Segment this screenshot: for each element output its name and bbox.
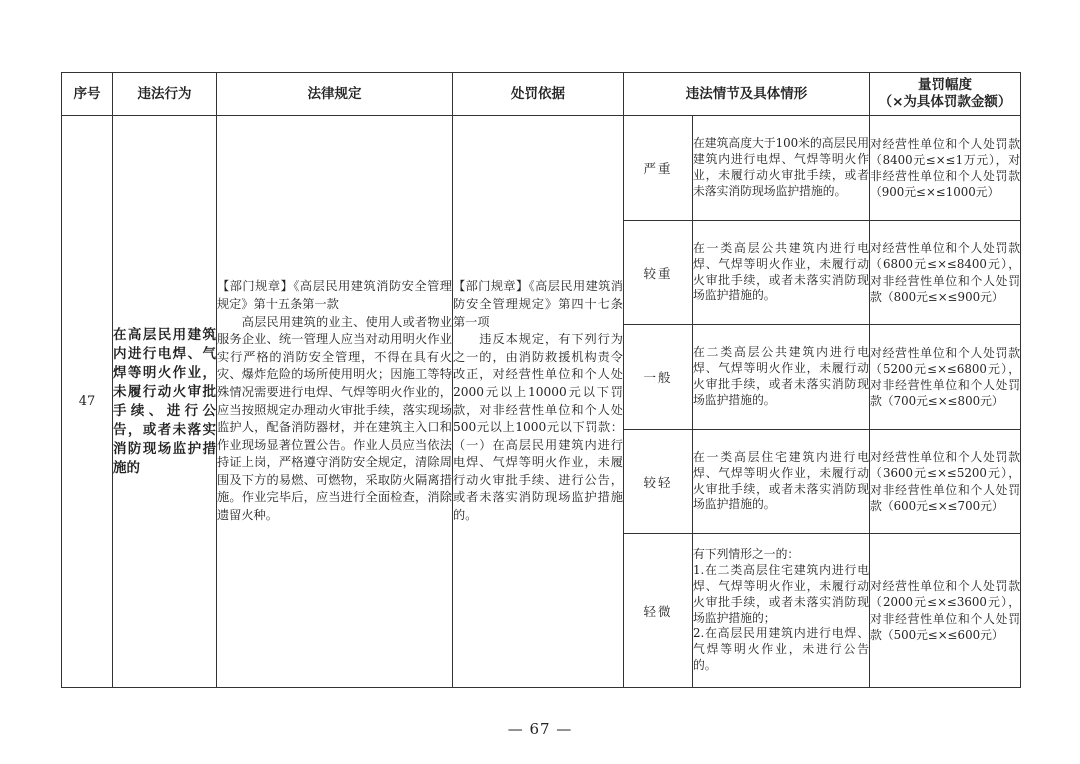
circumstance-text: 在二类高层公共建筑内进行电焊、气焊等明火作业，未履行动火审批手续，或者未落实消防现场监护措施的。: [693, 325, 870, 430]
penalty-range: 对经营性单位和个人处罚款（6800元≤×≤8400元），对非经营性单位和个人处罚款（800元≤×≤900元）: [870, 221, 1021, 325]
header-range: [870, 73, 1021, 116]
penalty-range: 对经营性单位和个人处罚款（5200元≤×≤6800元），对非经营性单位和个人处罚款（700元≤×≤800元）: [870, 325, 1021, 430]
level-label: 一般: [624, 325, 693, 430]
header-basis: 处罚依据: [453, 73, 624, 116]
penalty-range: 对经营性单位和个人处罚款（3600元≤×≤5200元），对非经营性单位和个人处罚款（600元≤×≤700元）: [870, 430, 1021, 534]
page-number: — 67 —: [507, 720, 573, 738]
violation-act: 在高层民用建筑内进行电焊、气焊等明火作业，未履行动火审批手续、进行公告，或者未落实消防现场监护措施的: [113, 116, 217, 688]
header-act: 违法行为: [113, 73, 217, 116]
level-label: 轻微: [624, 534, 693, 688]
level-label: 较重: [624, 221, 693, 325]
header-range-title: 量罚幅度: [918, 77, 972, 93]
penalty-basis-text: 【部门规章】《高层民用建筑消防安全管理规定》第四十七条第一项 违反本规定，有下列行为之一的，由消防救援机构责令改正，对经营性单位和个人处2000元以上10000元以下罚款，对非经营性单位和个人处500元以上1000元以下罚款：（一）在高层民用建筑内进行电焊、气焊等明火作业，未履行动火审批手续、进行公告，或者未落实消防现场监护措施的。: [453, 279, 623, 523]
legal-provision-text: 【部门规章】《高层民用建筑消防安全管理规定》第十五条第一款 高层民用建筑的业主、使用人或者物业服务企业、统一管理人应当对动用明火作业实行严格的消防安全管理，不得在具有火灾、爆炸危险的场所使用明火；因施工等特殊情况需要进行电焊、气焊等明火作业的，应当按照规定办理动火审批手续，落实现场监护人，配备消防器材，并在建筑主入口和作业现场显著位置公告。作业人员应当依法持证上岗，严格遵守消防安全规定，清除周围及下方的易燃、可燃物，采取防火隔离措施。作业完毕后，应当进行全面检查，消除遗留火种。: [217, 279, 452, 523]
circumstance-text: [693, 534, 870, 688]
circumstance-text: 在一类高层住宅建筑内进行电焊、气焊等明火作业，未履行动火审批手续，或者未落实消防现场监护措施的。: [693, 430, 870, 534]
penalty-range: 对经营性单位和个人处罚款（2000元≤×≤3600元），对非经营性单位和个人处罚款（500元≤×≤600元）: [870, 534, 1021, 688]
circumstance-text: 在一类高层公共建筑内进行电焊、气焊等明火作业，未履行动火审批手续，或者未落实消防现场监护措施的。: [693, 221, 870, 325]
header-range-note: （×为具体罚款金额）: [878, 94, 1012, 110]
penalty-range: 对经营性单位和个人处罚款（8400元≤×≤1万元），对非经营性单位和个人处罚款（900元≤×≤1000元）: [870, 116, 1021, 221]
circumstance-text: 在建筑高度大于100米的高层民用建筑内进行电焊、气焊等明火作业，未履行动火审批手续，或者未落实消防现场监护措施的。: [693, 116, 870, 221]
legal-provision: [217, 116, 453, 688]
header-row: [62, 73, 1021, 116]
penalty-basis: [453, 116, 624, 688]
header-no: 序号: [62, 73, 113, 116]
header-circumstance: 违法情节及具体情形: [624, 73, 870, 116]
level-label: 严重: [624, 116, 693, 221]
row-number: 47: [62, 116, 113, 688]
penalty-table: [61, 72, 1021, 688]
header-law: 法律规定: [217, 73, 453, 116]
table-row: [62, 116, 1021, 221]
circumstance-list-text: 有下列情形之一的： 1.在二类高层住宅建筑内进行电焊、气焊等明火作业，未履行动火审批手续，或者未落实消防现场监护措施的； 2.在高层民用建筑内进行电焊、气焊等明火作业，未进行公告的。: [693, 547, 869, 672]
level-label: 较轻: [624, 430, 693, 534]
